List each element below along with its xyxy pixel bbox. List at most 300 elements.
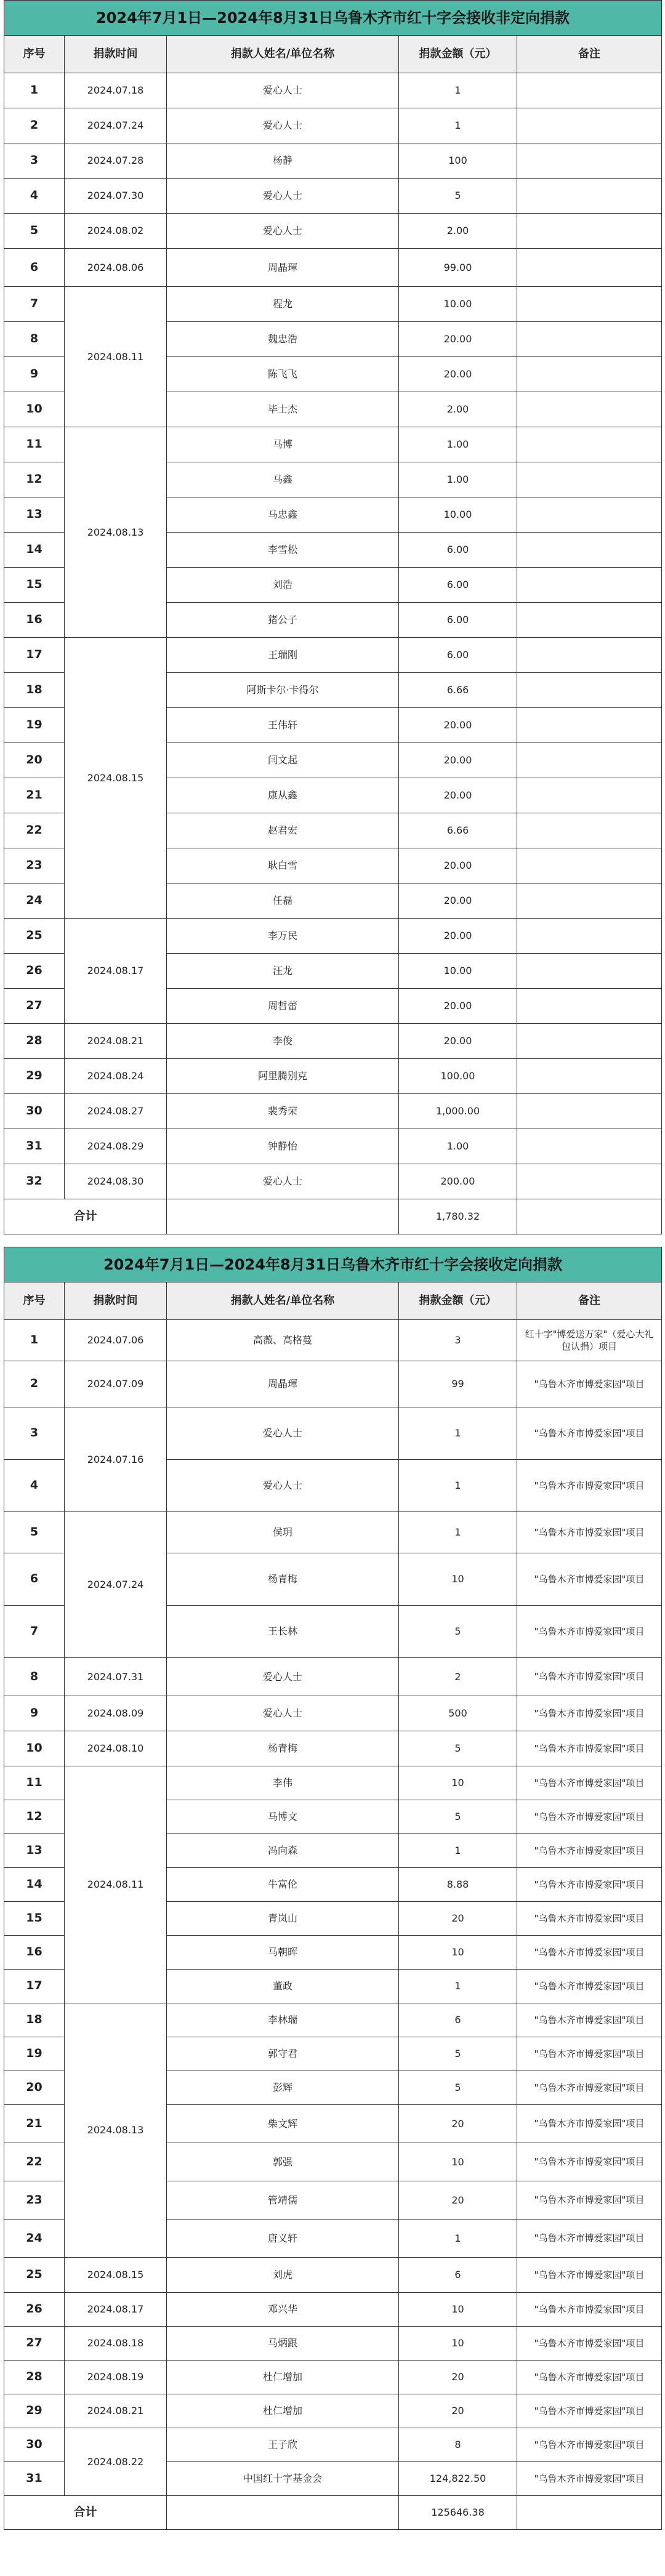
row-seq: 20 bbox=[4, 2071, 65, 2105]
row-donor: 李伟 bbox=[167, 1766, 399, 1800]
row-donor: 李万民 bbox=[167, 919, 399, 954]
row-seq: 1 bbox=[4, 1320, 65, 1361]
row-seq: 10 bbox=[4, 1731, 65, 1766]
row-amount: 2.00 bbox=[399, 392, 517, 427]
row-seq: 6 bbox=[4, 1553, 65, 1606]
total-label: 合计 bbox=[4, 2496, 167, 2530]
col-header-date: 捐款时间 bbox=[65, 1282, 167, 1320]
row-amount: 99 bbox=[399, 1361, 517, 1407]
row-donor: 赵君宏 bbox=[167, 813, 399, 848]
table-row bbox=[4, 287, 662, 322]
row-note bbox=[517, 778, 662, 813]
total-row bbox=[4, 2496, 662, 2530]
row-date: 2024.08.19 bbox=[65, 2361, 167, 2394]
row-donor: 中国红十字基金会 bbox=[167, 2462, 399, 2496]
row-date: 2024.08.13 bbox=[65, 427, 167, 638]
row-seq: 17 bbox=[4, 638, 65, 673]
row-amount: 1 bbox=[399, 1460, 517, 1512]
row-donor: 冯向森 bbox=[167, 1834, 399, 1868]
row-amount: 20.00 bbox=[399, 708, 517, 743]
row-seq: 19 bbox=[4, 708, 65, 743]
row-donor: 耿白雪 bbox=[167, 848, 399, 883]
row-amount: 20.00 bbox=[399, 357, 517, 392]
row-amount: 8 bbox=[399, 2428, 517, 2462]
table-row bbox=[4, 2003, 662, 2037]
row-note bbox=[517, 497, 662, 533]
table-row bbox=[4, 143, 662, 179]
row-note bbox=[517, 143, 662, 179]
row-seq: 24 bbox=[4, 883, 65, 919]
row-seq: 21 bbox=[4, 2105, 65, 2143]
row-note: "乌鲁木齐市博爱家园"项目 bbox=[517, 2462, 662, 2496]
row-amount: 6 bbox=[399, 2003, 517, 2037]
row-note bbox=[517, 1059, 662, 1094]
row-amount: 8.88 bbox=[399, 1868, 517, 1902]
row-donor: 唐义轩 bbox=[167, 2220, 399, 2258]
row-note bbox=[517, 638, 662, 673]
row-amount: 20.00 bbox=[399, 848, 517, 883]
row-amount: 1 bbox=[399, 1407, 517, 1460]
row-donor: 康从鑫 bbox=[167, 778, 399, 813]
row-donor: 杨静 bbox=[167, 143, 399, 179]
row-seq: 22 bbox=[4, 813, 65, 848]
row-note bbox=[517, 673, 662, 708]
row-note bbox=[517, 919, 662, 954]
row-date: 2024.08.17 bbox=[65, 919, 167, 1024]
row-note bbox=[517, 883, 662, 919]
row-note: "乌鲁木齐市博爱家园"项目 bbox=[517, 1658, 662, 1696]
table-row bbox=[4, 638, 662, 673]
row-note: "乌鲁木齐市博爱家园"项目 bbox=[517, 2071, 662, 2105]
row-donor: 阿里腾别克 bbox=[167, 1059, 399, 1094]
row-seq: 20 bbox=[4, 743, 65, 778]
row-seq: 5 bbox=[4, 214, 65, 249]
row-amount: 100 bbox=[399, 143, 517, 179]
row-donor: 周晶琿 bbox=[167, 249, 399, 287]
row-note bbox=[517, 249, 662, 287]
row-amount: 10.00 bbox=[399, 954, 517, 989]
row-note bbox=[517, 533, 662, 568]
row-amount: 10.00 bbox=[399, 287, 517, 322]
row-amount: 1.00 bbox=[399, 427, 517, 462]
col-header-amount: 捐款金额（元） bbox=[399, 36, 517, 73]
row-seq: 13 bbox=[4, 1834, 65, 1868]
row-amount: 2 bbox=[399, 1658, 517, 1696]
row-note bbox=[517, 848, 662, 883]
row-seq: 22 bbox=[4, 2143, 65, 2181]
row-amount: 6.00 bbox=[399, 638, 517, 673]
row-seq: 16 bbox=[4, 603, 65, 638]
row-seq: 10 bbox=[4, 392, 65, 427]
table-row bbox=[4, 1094, 662, 1129]
row-date: 2024.08.09 bbox=[65, 1696, 167, 1731]
row-seq: 23 bbox=[4, 2181, 65, 2220]
row-amount: 99.00 bbox=[399, 249, 517, 287]
row-seq: 18 bbox=[4, 673, 65, 708]
row-date: 2024.07.16 bbox=[65, 1407, 167, 1512]
row-seq: 15 bbox=[4, 568, 65, 603]
table-row bbox=[4, 1512, 662, 1553]
row-amount: 10.00 bbox=[399, 497, 517, 533]
row-donor: 钟静怡 bbox=[167, 1129, 399, 1164]
row-donor: 王伟轩 bbox=[167, 708, 399, 743]
total-donor-empty bbox=[167, 1199, 399, 1234]
table-title: 2024年7月1日—2024年8月31日乌鲁木齐市红十字会接收定向捐款 bbox=[4, 1247, 662, 1282]
row-amount: 1 bbox=[399, 73, 517, 108]
row-note bbox=[517, 1094, 662, 1129]
row-note bbox=[517, 989, 662, 1024]
row-note: "乌鲁木齐市博爱家园"项目 bbox=[517, 1731, 662, 1766]
row-date: 2024.08.13 bbox=[65, 2003, 167, 2258]
table-row bbox=[4, 919, 662, 954]
row-donor: 杨青梅 bbox=[167, 1731, 399, 1766]
row-note: "乌鲁木齐市博爱家园"项目 bbox=[517, 2003, 662, 2037]
row-amount: 20 bbox=[399, 1902, 517, 1936]
row-seq: 27 bbox=[4, 2327, 65, 2361]
row-date: 2024.08.18 bbox=[65, 2327, 167, 2361]
table-row bbox=[4, 214, 662, 249]
row-note bbox=[517, 708, 662, 743]
total-row bbox=[4, 1199, 662, 1234]
row-date: 2024.07.31 bbox=[65, 1658, 167, 1696]
row-donor: 猪公子 bbox=[167, 603, 399, 638]
row-note: "乌鲁木齐市博爱家园"项目 bbox=[517, 1606, 662, 1658]
row-amount: 20.00 bbox=[399, 1024, 517, 1059]
row-amount: 6.00 bbox=[399, 603, 517, 638]
row-note bbox=[517, 357, 662, 392]
row-note bbox=[517, 427, 662, 462]
row-donor: 爱心人士 bbox=[167, 1658, 399, 1696]
row-donor: 任磊 bbox=[167, 883, 399, 919]
row-seq: 26 bbox=[4, 954, 65, 989]
row-seq: 9 bbox=[4, 1696, 65, 1731]
row-seq: 14 bbox=[4, 533, 65, 568]
row-seq: 15 bbox=[4, 1902, 65, 1936]
row-amount: 5 bbox=[399, 1731, 517, 1766]
row-note bbox=[517, 73, 662, 108]
row-date: 2024.08.10 bbox=[65, 1731, 167, 1766]
row-donor: 彭辉 bbox=[167, 2071, 399, 2105]
row-donor: 牛富伦 bbox=[167, 1868, 399, 1902]
row-seq: 3 bbox=[4, 1407, 65, 1460]
row-seq: 4 bbox=[4, 1460, 65, 1512]
row-date: 2024.08.11 bbox=[65, 287, 167, 427]
table-row bbox=[4, 2258, 662, 2293]
row-seq: 23 bbox=[4, 848, 65, 883]
row-amount: 20 bbox=[399, 2361, 517, 2394]
row-seq: 30 bbox=[4, 2428, 65, 2462]
table-row bbox=[4, 1129, 662, 1164]
row-amount: 6 bbox=[399, 2258, 517, 2293]
row-note: 红十字"博爱送万家"（爱心大礼包认捐）项目 bbox=[517, 1320, 662, 1361]
row-seq: 31 bbox=[4, 1129, 65, 1164]
row-seq: 8 bbox=[4, 322, 65, 357]
row-seq: 29 bbox=[4, 2394, 65, 2428]
col-header-donor: 捐款人姓名/单位名称 bbox=[167, 1282, 399, 1320]
col-header-note: 备注 bbox=[517, 1282, 662, 1320]
table-row bbox=[4, 1696, 662, 1731]
row-note: "乌鲁木齐市博爱家园"项目 bbox=[517, 2181, 662, 2220]
row-donor: 爱心人士 bbox=[167, 214, 399, 249]
row-donor: 刘浩 bbox=[167, 568, 399, 603]
row-seq: 29 bbox=[4, 1059, 65, 1094]
row-donor: 裴秀荣 bbox=[167, 1094, 399, 1129]
row-date: 2024.08.17 bbox=[65, 2293, 167, 2327]
row-amount: 5 bbox=[399, 1800, 517, 1834]
total-label: 合计 bbox=[4, 1199, 167, 1234]
total-note-empty bbox=[517, 1199, 662, 1234]
row-date: 2024.07.24 bbox=[65, 108, 167, 143]
row-note: "乌鲁木齐市博爱家园"项目 bbox=[517, 2143, 662, 2181]
row-donor: 魏忠浩 bbox=[167, 322, 399, 357]
row-note: "乌鲁木齐市博爱家园"项目 bbox=[517, 2037, 662, 2071]
row-date: 2024.08.21 bbox=[65, 1024, 167, 1059]
col-header-date: 捐款时间 bbox=[65, 36, 167, 73]
table-row bbox=[4, 73, 662, 108]
table-row bbox=[4, 2293, 662, 2327]
row-seq: 31 bbox=[4, 2462, 65, 2496]
row-donor: 爱心人士 bbox=[167, 1460, 399, 1512]
row-date: 2024.07.18 bbox=[65, 73, 167, 108]
row-note: "乌鲁木齐市博爱家园"项目 bbox=[517, 1800, 662, 1834]
row-amount: 6.66 bbox=[399, 813, 517, 848]
row-seq: 12 bbox=[4, 462, 65, 497]
row-donor: 马鑫 bbox=[167, 462, 399, 497]
col-header-note: 备注 bbox=[517, 36, 662, 73]
row-donor: 马朝晖 bbox=[167, 1936, 399, 1970]
row-note: "乌鲁木齐市博爱家园"项目 bbox=[517, 2394, 662, 2428]
table-row bbox=[4, 249, 662, 287]
row-donor: 董政 bbox=[167, 1970, 399, 2003]
row-donor: 王子欣 bbox=[167, 2428, 399, 2462]
row-amount: 6.00 bbox=[399, 533, 517, 568]
row-amount: 20.00 bbox=[399, 989, 517, 1024]
row-date: 2024.08.22 bbox=[65, 2428, 167, 2496]
row-donor: 青岚山 bbox=[167, 1902, 399, 1936]
row-seq: 28 bbox=[4, 1024, 65, 1059]
row-seq: 17 bbox=[4, 1970, 65, 2003]
row-note bbox=[517, 322, 662, 357]
row-date: 2024.08.02 bbox=[65, 214, 167, 249]
row-donor: 毕士杰 bbox=[167, 392, 399, 427]
row-seq: 16 bbox=[4, 1936, 65, 1970]
row-donor: 爱心人士 bbox=[167, 1696, 399, 1731]
table-row bbox=[4, 2327, 662, 2361]
row-seq: 14 bbox=[4, 1868, 65, 1902]
row-amount: 1 bbox=[399, 108, 517, 143]
row-note: "乌鲁木齐市博爱家园"项目 bbox=[517, 2220, 662, 2258]
row-note bbox=[517, 954, 662, 989]
row-donor: 邓兴华 bbox=[167, 2293, 399, 2327]
row-seq: 2 bbox=[4, 1361, 65, 1407]
row-note bbox=[517, 568, 662, 603]
row-note: "乌鲁木齐市博爱家园"项目 bbox=[517, 2293, 662, 2327]
table-row bbox=[4, 1361, 662, 1407]
row-donor: 郭强 bbox=[167, 2143, 399, 2181]
row-donor: 陈飞飞 bbox=[167, 357, 399, 392]
row-note: "乌鲁木齐市博爱家园"项目 bbox=[517, 2327, 662, 2361]
table-row bbox=[4, 1658, 662, 1696]
row-donor: 阿斯卡尔·卡得尔 bbox=[167, 673, 399, 708]
row-amount: 1 bbox=[399, 1512, 517, 1553]
row-date: 2024.08.11 bbox=[65, 1766, 167, 2003]
table-row bbox=[4, 427, 662, 462]
row-date: 2024.08.30 bbox=[65, 1164, 167, 1199]
row-amount: 500 bbox=[399, 1696, 517, 1731]
row-amount: 200.00 bbox=[399, 1164, 517, 1199]
row-donor: 杜仁增加 bbox=[167, 2361, 399, 2394]
row-seq: 11 bbox=[4, 1766, 65, 1800]
row-donor: 侯玥 bbox=[167, 1512, 399, 1553]
row-date: 2024.07.09 bbox=[65, 1361, 167, 1407]
row-amount: 6.66 bbox=[399, 673, 517, 708]
row-donor: 杨青梅 bbox=[167, 1553, 399, 1606]
row-seq: 28 bbox=[4, 2361, 65, 2394]
row-donor: 王长林 bbox=[167, 1606, 399, 1658]
row-donor: 爱心人士 bbox=[167, 1407, 399, 1460]
row-donor: 马博文 bbox=[167, 1800, 399, 1834]
row-seq: 7 bbox=[4, 287, 65, 322]
col-header-seq: 序号 bbox=[4, 1282, 65, 1320]
table-row bbox=[4, 1059, 662, 1094]
row-donor: 马忠鑫 bbox=[167, 497, 399, 533]
row-amount: 5 bbox=[399, 2071, 517, 2105]
row-donor: 程龙 bbox=[167, 287, 399, 322]
row-note bbox=[517, 179, 662, 214]
row-date: 2024.08.27 bbox=[65, 1094, 167, 1129]
row-seq: 27 bbox=[4, 989, 65, 1024]
row-donor: 爱心人士 bbox=[167, 1164, 399, 1199]
table-row bbox=[4, 1164, 662, 1199]
row-seq: 12 bbox=[4, 1800, 65, 1834]
row-amount: 20.00 bbox=[399, 778, 517, 813]
row-seq: 24 bbox=[4, 2220, 65, 2258]
total-amount: 1,780.32 bbox=[399, 1199, 517, 1234]
row-donor: 刘虎 bbox=[167, 2258, 399, 2293]
row-seq: 1 bbox=[4, 73, 65, 108]
undirected-donations-table bbox=[4, 0, 662, 1234]
row-amount: 10 bbox=[399, 2143, 517, 2181]
row-note: "乌鲁木齐市博爱家园"项目 bbox=[517, 1868, 662, 1902]
row-donor: 高薇、高格蔓 bbox=[167, 1320, 399, 1361]
table-row bbox=[4, 179, 662, 214]
table-row bbox=[4, 1766, 662, 1800]
row-seq: 7 bbox=[4, 1606, 65, 1658]
row-amount: 2.00 bbox=[399, 214, 517, 249]
row-donor: 王瑞刚 bbox=[167, 638, 399, 673]
row-donor: 管靖儒 bbox=[167, 2181, 399, 2220]
row-note bbox=[517, 1164, 662, 1199]
table-row bbox=[4, 1320, 662, 1361]
total-amount: 125646.38 bbox=[399, 2496, 517, 2530]
col-header-seq: 序号 bbox=[4, 36, 65, 73]
row-date: 2024.07.28 bbox=[65, 143, 167, 179]
row-date: 2024.08.15 bbox=[65, 2258, 167, 2293]
row-seq: 21 bbox=[4, 778, 65, 813]
row-amount: 100.00 bbox=[399, 1059, 517, 1094]
row-note: "乌鲁木齐市博爱家园"项目 bbox=[517, 1834, 662, 1868]
row-note: "乌鲁木齐市博爱家园"项目 bbox=[517, 1407, 662, 1460]
row-donor: 爱心人士 bbox=[167, 179, 399, 214]
table-row bbox=[4, 2394, 662, 2428]
row-amount: 10 bbox=[399, 2327, 517, 2361]
row-seq: 11 bbox=[4, 427, 65, 462]
row-note bbox=[517, 462, 662, 497]
row-donor: 汪龙 bbox=[167, 954, 399, 989]
row-amount: 20 bbox=[399, 2105, 517, 2143]
table-row bbox=[4, 2361, 662, 2394]
row-date: 2024.08.15 bbox=[65, 638, 167, 919]
row-donor: 爱心人士 bbox=[167, 73, 399, 108]
row-note: "乌鲁木齐市博爱家园"项目 bbox=[517, 1766, 662, 1800]
row-note bbox=[517, 603, 662, 638]
row-amount: 20.00 bbox=[399, 743, 517, 778]
row-seq: 25 bbox=[4, 919, 65, 954]
row-date: 2024.07.06 bbox=[65, 1320, 167, 1361]
row-amount: 5 bbox=[399, 1606, 517, 1658]
table-row bbox=[4, 108, 662, 143]
row-amount: 20 bbox=[399, 2181, 517, 2220]
row-amount: 1 bbox=[399, 2220, 517, 2258]
row-amount: 5 bbox=[399, 2037, 517, 2071]
row-seq: 9 bbox=[4, 357, 65, 392]
row-donor: 郭守君 bbox=[167, 2037, 399, 2071]
row-seq: 6 bbox=[4, 249, 65, 287]
row-seq: 4 bbox=[4, 179, 65, 214]
row-donor: 马博 bbox=[167, 427, 399, 462]
row-amount: 20.00 bbox=[399, 919, 517, 954]
directed-donations-table bbox=[4, 1247, 662, 2530]
row-note: "乌鲁木齐市博爱家园"项目 bbox=[517, 2361, 662, 2394]
row-date: 2024.07.30 bbox=[65, 179, 167, 214]
table-row bbox=[4, 2428, 662, 2462]
row-amount: 10 bbox=[399, 1936, 517, 1970]
row-donor: 闫文起 bbox=[167, 743, 399, 778]
row-note: "乌鲁木齐市博爱家园"项目 bbox=[517, 2258, 662, 2293]
row-date: 2024.08.21 bbox=[65, 2394, 167, 2428]
row-note bbox=[517, 813, 662, 848]
total-donor-empty bbox=[167, 2496, 399, 2530]
row-note bbox=[517, 214, 662, 249]
col-header-amount: 捐款金额（元） bbox=[399, 1282, 517, 1320]
row-amount: 10 bbox=[399, 1553, 517, 1606]
row-note bbox=[517, 1129, 662, 1164]
row-note bbox=[517, 1024, 662, 1059]
row-date: 2024.08.29 bbox=[65, 1129, 167, 1164]
table-title: 2024年7月1日—2024年8月31日乌鲁木齐市红十字会接收非定向捐款 bbox=[4, 1, 662, 36]
row-note bbox=[517, 287, 662, 322]
row-donor: 李俊 bbox=[167, 1024, 399, 1059]
row-seq: 32 bbox=[4, 1164, 65, 1199]
row-seq: 3 bbox=[4, 143, 65, 179]
row-note: "乌鲁木齐市博爱家园"项目 bbox=[517, 2428, 662, 2462]
row-donor: 周哲蕾 bbox=[167, 989, 399, 1024]
row-amount: 1 bbox=[399, 1834, 517, 1868]
row-donor: 杜仁增加 bbox=[167, 2394, 399, 2428]
row-seq: 2 bbox=[4, 108, 65, 143]
row-donor: 柴文辉 bbox=[167, 2105, 399, 2143]
total-note-empty bbox=[517, 2496, 662, 2530]
row-donor: 李雪松 bbox=[167, 533, 399, 568]
row-amount: 20.00 bbox=[399, 883, 517, 919]
row-note: "乌鲁木齐市博爱家园"项目 bbox=[517, 1902, 662, 1936]
row-note: "乌鲁木齐市博爱家园"项目 bbox=[517, 1553, 662, 1606]
row-note bbox=[517, 108, 662, 143]
row-seq: 19 bbox=[4, 2037, 65, 2071]
row-amount: 1.00 bbox=[399, 1129, 517, 1164]
row-amount: 124,822.50 bbox=[399, 2462, 517, 2496]
row-seq: 5 bbox=[4, 1512, 65, 1553]
